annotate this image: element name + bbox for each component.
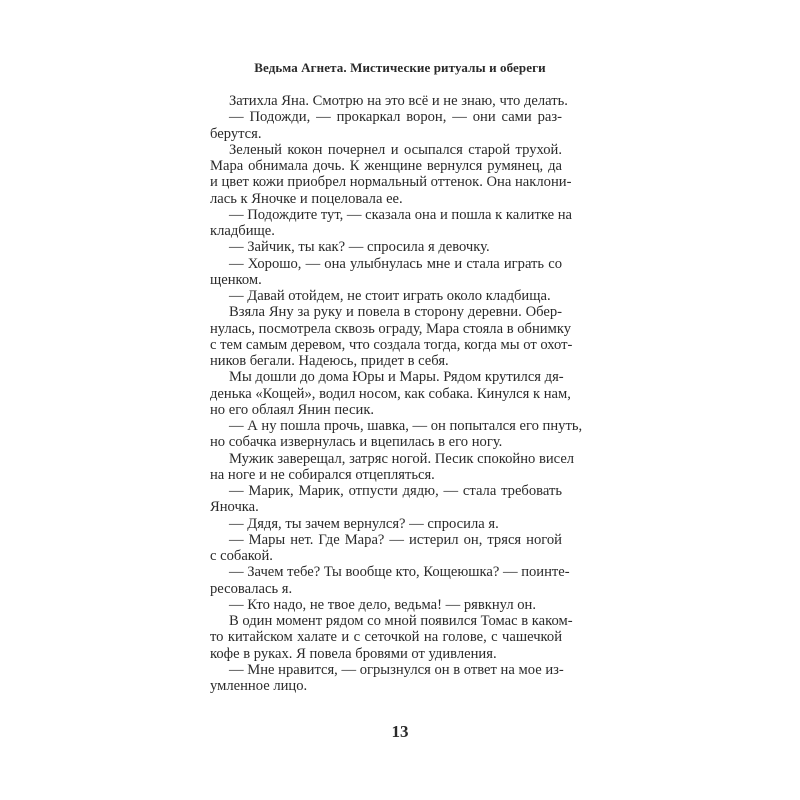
text-line: Мужик заверещал, затряс ногой. Песик спокойно висел bbox=[229, 450, 575, 467]
text-line: — Марик, Марик, отпусти дядю, — стала требовать bbox=[229, 483, 562, 499]
text-line: кладбище. bbox=[210, 223, 275, 239]
text-line: Взяла Яну за руку и повела в сторону деревни. Обер- bbox=[229, 304, 562, 321]
text-line: но собачка извернулась и вцепилась в его ногу. bbox=[210, 434, 503, 451]
text-line: — Подожди, — прокаркал ворон, — они сами раз- bbox=[229, 109, 562, 126]
text-line: Затихла Яна. Смотрю на это всё и не знаю, что делать. bbox=[229, 93, 568, 109]
text-line: — А ну пошла прочь, шавка, — он попытался его пнуть, bbox=[229, 418, 583, 434]
text-line: Мара обнимала дочь. К женщине вернулся румянец, да bbox=[210, 158, 562, 174]
text-line: — Давай отойдем, не стоит играть около кладбища. bbox=[229, 288, 551, 304]
text-line: с тем самым деревом, что создала тогда, когда мы от охот- bbox=[210, 336, 573, 353]
body-text bbox=[210, 93, 583, 694]
page-number: 13 bbox=[391, 722, 409, 741]
running-header: Ведьма Агнета. Мистические ритуалы и обереги bbox=[254, 60, 546, 75]
text-line: Мы дошли до дома Юры и Мары. Рядом крутился дя- bbox=[229, 369, 564, 386]
text-line: — Кто надо, не твое дело, ведьма! — рявкнул он. bbox=[229, 596, 537, 613]
text-line: нулась, посмотрела сквозь ограду, Мара стояла в обнимку bbox=[210, 320, 571, 337]
text-line: — Зачем тебе? Ты вообще кто, Кощеюшка? — поинте- bbox=[229, 564, 570, 581]
text-line: — Зайчик, ты как? — спросила я девочку. bbox=[229, 239, 490, 256]
text-line: щенком. bbox=[210, 271, 262, 288]
text-line: берутся. bbox=[210, 125, 262, 142]
text-line: — Мне нравится, — огрызнулся он в ответ на мое из- bbox=[229, 661, 564, 678]
text-line: В один момент рядом со мной появился Томас в каком- bbox=[229, 613, 573, 629]
text-line: денька «Кощей», водил носом, как собака. Кинулся к нам, bbox=[210, 385, 571, 402]
text-line: Зеленый кокон почернел и осыпался старой трухой. bbox=[229, 141, 562, 158]
text-line: то китайском халате и с сеточкой на голове, с чашечкой bbox=[210, 629, 562, 646]
text-line: кофе в руках. Я повела бровями от удивления. bbox=[210, 645, 497, 662]
text-line: и цвет кожи приобрел нормальный оттенок. Она наклони- bbox=[210, 174, 572, 191]
text-line: — Хорошо, — она улыбнулась мне и стала играть со bbox=[229, 255, 562, 272]
text-line: ресовалась я. bbox=[210, 580, 293, 597]
text-line: лась к Яночке и поцеловала ее. bbox=[210, 190, 403, 207]
text-line: но его облаял Янин песик. bbox=[210, 401, 375, 418]
text-line: умленное лицо. bbox=[210, 678, 308, 694]
text-line: — Дядя, ты зачем вернулся? — спросила я. bbox=[229, 515, 499, 532]
text-line: с собакой. bbox=[210, 548, 273, 564]
text-line: на ноге и не собирался отцепляться. bbox=[210, 466, 435, 483]
text-line: ников бегали. Надеюсь, придет в себя. bbox=[210, 353, 449, 369]
text-line: Яночка. bbox=[210, 499, 259, 516]
text-line: — Подождите тут, — сказала она и пошла к калитке на bbox=[229, 206, 573, 223]
text-line: — Мары нет. Где Мара? — истерил он, тряся ногой bbox=[229, 531, 562, 548]
